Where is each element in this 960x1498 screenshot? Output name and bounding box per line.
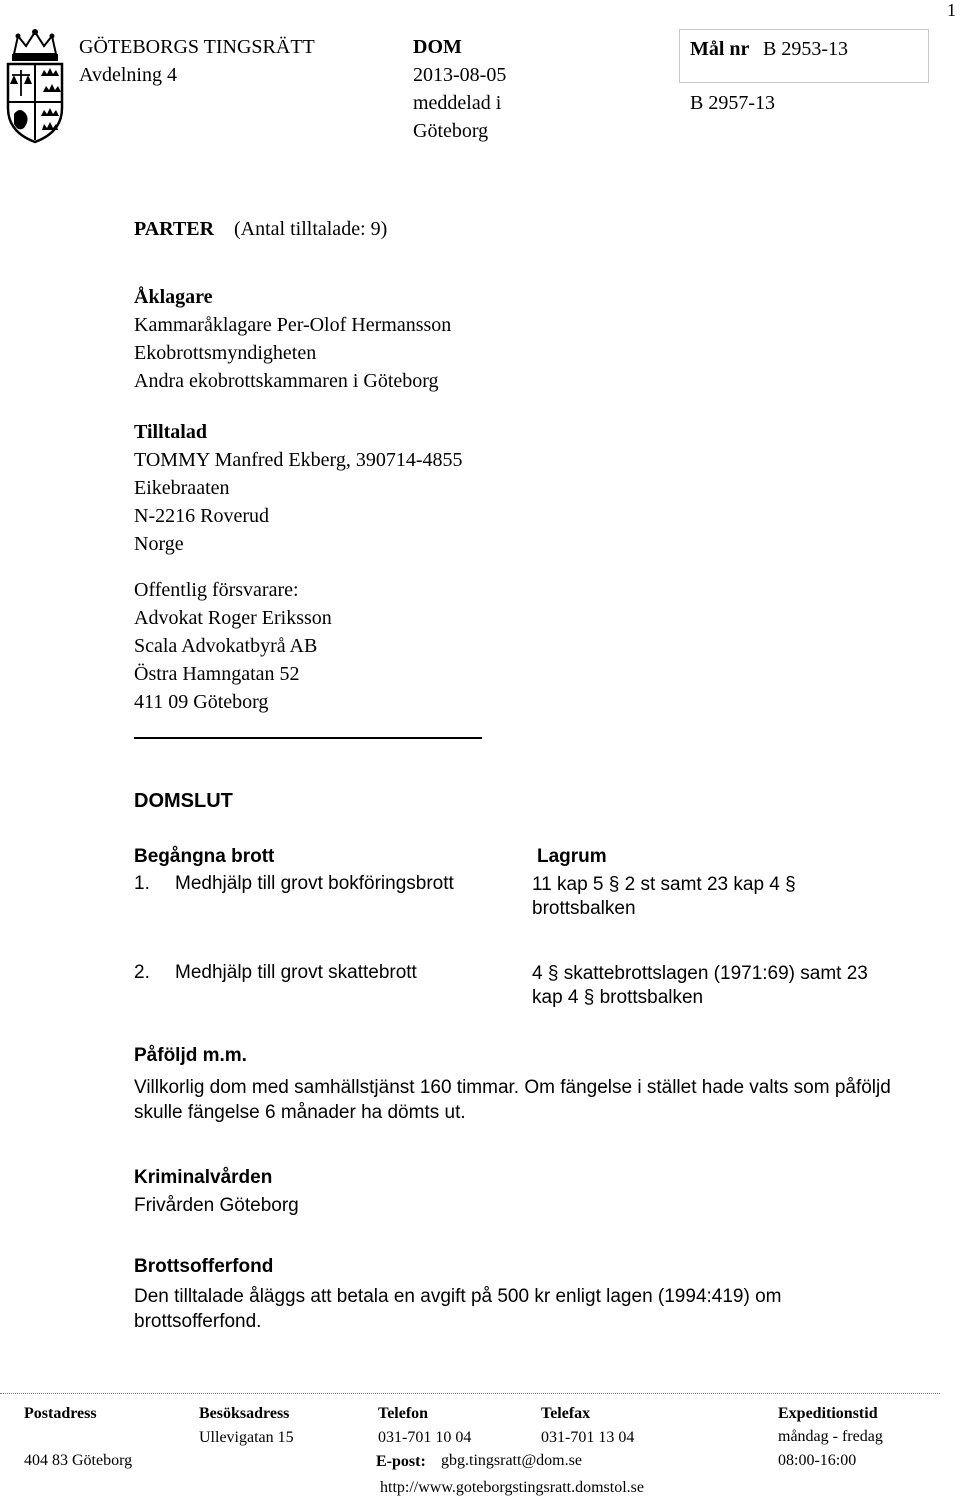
court-emblem bbox=[0, 28, 70, 146]
footer-visit-label: Besöksadress bbox=[199, 1405, 290, 1422]
parties-heading: PARTER bbox=[134, 218, 215, 240]
footer-phone-label: Telefon bbox=[378, 1405, 429, 1422]
parties-count-note: (Antal tilltalade: 9) bbox=[234, 218, 388, 240]
case-number-2: B 2957-13 bbox=[690, 92, 775, 114]
prosecutor-line: Ekobrottsmyndigheten bbox=[134, 342, 317, 364]
footer-rule bbox=[0, 1393, 940, 1394]
defender-line: Östra Hamngatan 52 bbox=[134, 663, 300, 685]
court-name: GÖTEBORGS TINGSRÄTT bbox=[79, 36, 315, 58]
issued-label: meddelad i bbox=[413, 92, 502, 114]
judgment-heading: DOMSLUT bbox=[134, 790, 233, 812]
crime-number: 1. bbox=[134, 873, 150, 894]
defendant-line: TOMMY Manfred Ekberg, 390714-4855 bbox=[134, 449, 463, 471]
footer-hours-label: Expeditionstid bbox=[778, 1405, 878, 1422]
footer-postal-value: 404 83 Göteborg bbox=[24, 1452, 133, 1469]
defendant-line: Norge bbox=[134, 533, 184, 555]
prosecutor-heading: Åklagare bbox=[134, 286, 213, 308]
crime-number: 2. bbox=[134, 962, 150, 983]
footer-phone-value: 031-701 10 04 bbox=[378, 1429, 472, 1446]
sanction-text: Villkorlig dom med samhällstjänst 160 timmar. Om fängelse i stället hade valts som påföljd skulle fängelse 6 månader ha dömts ut. bbox=[134, 1077, 891, 1123]
sanction-heading: Påföljd m.m. bbox=[134, 1045, 247, 1066]
defendant-line: N-2216 Roverud bbox=[134, 505, 269, 527]
page-number: 1 bbox=[947, 0, 956, 20]
crime-description: Medhjälp till grovt bokföringsbrott bbox=[175, 873, 454, 894]
crime-law: 11 kap 5 § 2 st samt 23 kap 4 § brottsbalken bbox=[532, 874, 796, 919]
fund-heading: Brottsofferfond bbox=[134, 1256, 274, 1277]
judgment-date: 2013-08-05 bbox=[413, 64, 507, 86]
footer-fax-value: 031-701 13 04 bbox=[541, 1429, 635, 1446]
probation-text: Frivården Göteborg bbox=[134, 1195, 299, 1216]
defender-line: Scala Advokatbyrå AB bbox=[134, 635, 318, 657]
division: Avdelning 4 bbox=[79, 64, 177, 86]
defender-line: 411 09 Göteborg bbox=[134, 691, 269, 713]
defendant-heading: Tilltalad bbox=[134, 421, 207, 443]
defender-line: Offentlig försvarare: bbox=[134, 579, 299, 601]
prosecutor-line: Kammaråklagare Per-Olof Hermansson bbox=[134, 314, 452, 336]
crime-law: 4 § skattebrottslagen (1971:69) samt 23 kap 4 § brottsbalken bbox=[532, 963, 868, 1008]
case-number-1: B 2953-13 bbox=[763, 38, 848, 60]
footer-postal-label: Postadress bbox=[24, 1405, 97, 1422]
footer-hours-time: 08:00-16:00 bbox=[778, 1452, 857, 1469]
probation-heading: Kriminalvården bbox=[134, 1167, 273, 1188]
defendant-section bbox=[134, 418, 462, 558]
defendant-line: Eikebraaten bbox=[134, 477, 230, 499]
prosecutor-section bbox=[134, 283, 451, 395]
law-heading: Lagrum bbox=[537, 846, 607, 867]
footer-hours-days: måndag - fredag bbox=[778, 1428, 883, 1445]
fund-text: Den tilltalade åläggs att betala en avgift på 500 kr enligt lagen (1994:419) om brottsofferfond. bbox=[134, 1286, 782, 1332]
document-type: DOM bbox=[413, 36, 462, 58]
footer-email-label: E-post: bbox=[376, 1453, 426, 1470]
footer-web-link[interactable]: http://www.goteborgstingsratt.domstol.se bbox=[380, 1479, 644, 1496]
footer-fax-label: Telefax bbox=[541, 1405, 591, 1422]
footer-visit-value: Ullevigatan 15 bbox=[199, 1429, 294, 1446]
crime-description: Medhjälp till grovt skattebrott bbox=[175, 962, 417, 983]
defender-section bbox=[134, 576, 332, 716]
footer-email-link[interactable]: gbg.tingsratt@dom.se bbox=[441, 1452, 582, 1469]
case-label: Mål nr bbox=[690, 38, 750, 60]
prosecutor-line: Andra ekobrottskammaren i Göteborg bbox=[134, 370, 439, 392]
issued-place: Göteborg bbox=[413, 120, 489, 142]
defender-line: Advokat Roger Eriksson bbox=[134, 607, 332, 629]
section-divider bbox=[134, 737, 482, 739]
crimes-heading: Begångna brott bbox=[134, 846, 275, 867]
